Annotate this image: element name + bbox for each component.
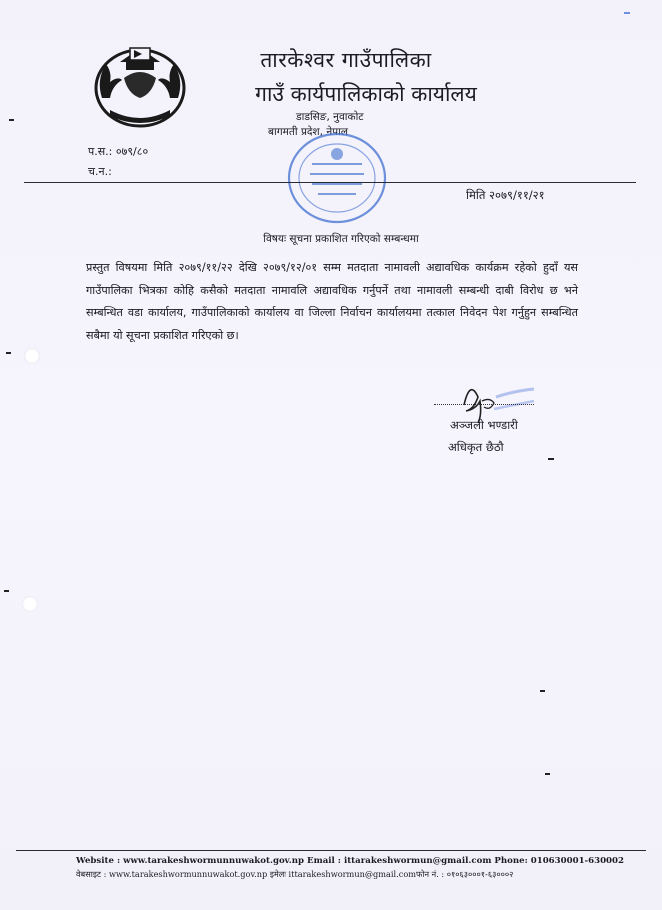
footer-contact-english: Website : www.tarakeshwormunnuwakot.gov.np Email : ittarakeshwormun@gmail.com Phone: 010630001-630002	[76, 856, 624, 866]
scan-speck	[4, 590, 9, 592]
scan-speck	[545, 773, 550, 775]
scan-speck	[540, 690, 545, 692]
address-line2: बागमती प्रदेश, नेपाल	[268, 126, 348, 138]
punch-hole	[22, 596, 38, 612]
scan-speck	[6, 352, 11, 354]
office-stamp-icon	[282, 128, 392, 228]
scan-speck	[9, 119, 14, 121]
footer-divider	[16, 850, 646, 851]
address-line1: डाडसिङ, नुवाकोट	[296, 111, 364, 123]
letter-subject: विषयः सूचना प्रकाशित गरिएको सम्बन्धमा	[263, 233, 419, 245]
scan-speck	[624, 12, 630, 14]
header-divider	[24, 182, 636, 183]
office-title-line1: तारकेश्वर गाउँपालिका	[260, 48, 432, 72]
footer-contact-nepali: वेबसाइट : www.tarakeshwormunnuwakot.gov.np इमेलः ittarakeshwormun@gmail.comफोन नं. : ०१०६३०००१-६३०००२	[76, 869, 514, 879]
letter-body: प्रस्तुत विषयमा मिति २०७९/११/२२ देखि २०७९/१२/०१ सम्म मतदाता नामावली अद्यावधिक कार्यक्रम रहेको हुदाँ यस गाउँपालिका भित्रका कोहि कसैको मतदाता नामावलि अद्यावधिक गर्नुपर्ने तथा नामावली सम्बन्धी दाबी विरोध छ भने सम्बन्धित वडा कार्यालय, गाउँपालिकाको कार्यालय वा जिल्ला निर्वाचन कार्यालयमा तत्काल निवेदन पेश गर्नुहुन सम्बन्धित सबैमा यो सूचना प्रकाशित गरिएको छ।	[86, 261, 578, 342]
punch-hole	[24, 348, 40, 364]
letter-date: मिति २०७९/११/२१	[466, 188, 545, 202]
signatory-title: अधिकृत छैठौ	[448, 440, 504, 454]
signatory-name: अञ्जली भण्डारी	[450, 418, 518, 432]
scan-speck	[548, 458, 554, 460]
signature-line	[434, 404, 534, 405]
dispatch-number: च.न.:	[88, 165, 112, 178]
reference-number: प.स.: ०७९/८०	[88, 145, 149, 158]
office-title-line2: गाउँ कार्यपालिकाको कार्यालय	[255, 82, 477, 106]
